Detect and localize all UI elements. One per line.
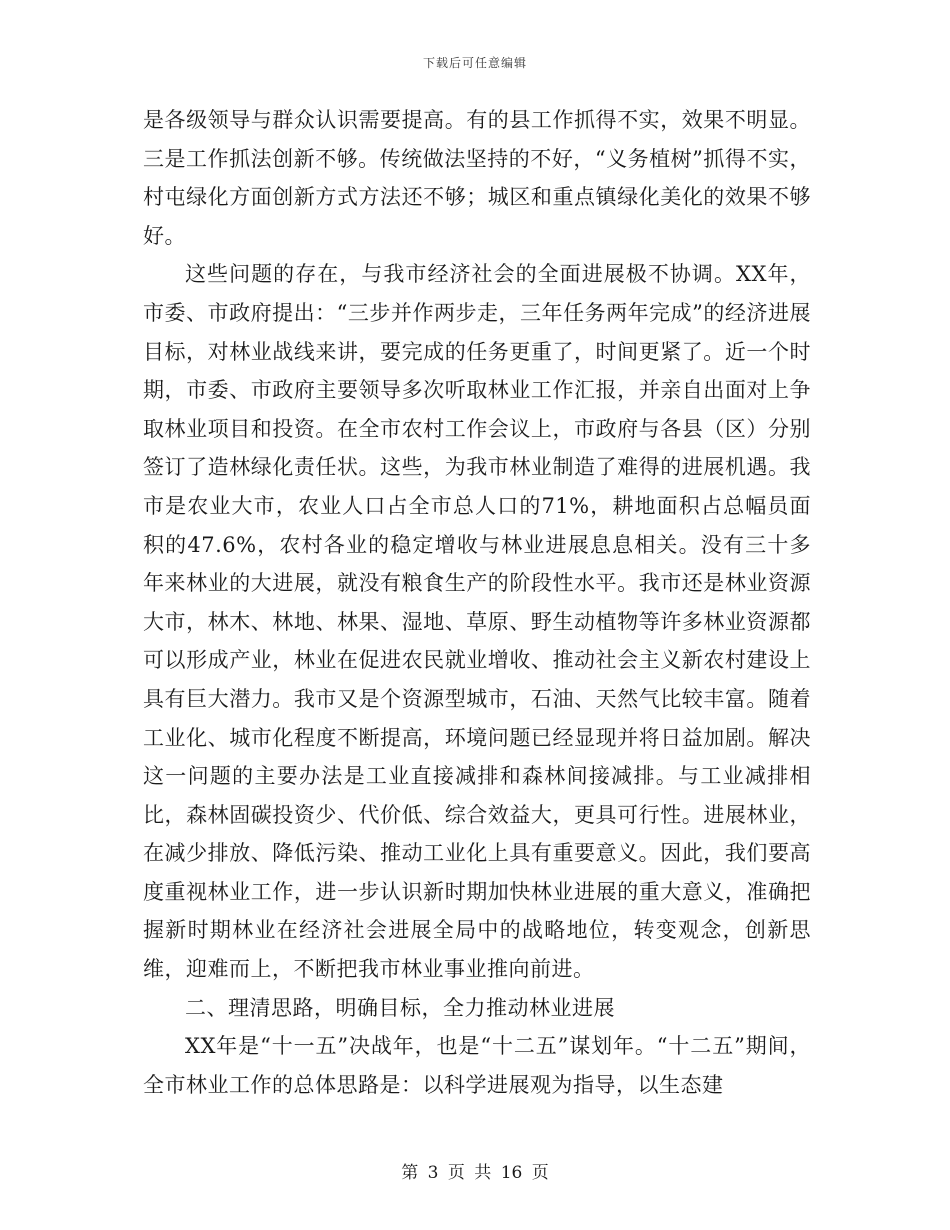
paragraph-2: 这些问题的存在，与我市经济社会的全面进展极不协调。XX年，市委、市政府提出：“三步并作两步走，三年任务两年完成”的经济进展目标，对林业战线来讲，要完成的任务更重了，时间更紧了。近一个时期，市委、市政府主要领导多次听取林业工作汇报，并亲自出面对上争取林业项目和投资。在全市农村工作会议上，市政府与各县（区）分别签订了造林绿化责任状。这些，为我市林业制造了难得的进展机遇。我市是农业大市，农业人口占全市总人口的71%，耕地面积占总幅员面积的47.6%，农村各业的稳定增收与林业进展息息相关。没有三十多年来林业的大进展，就没有粮食生产的阶段性水平。我市还是林业资源大市，林木、林地、林果、湿地、草原、野生动植物等许多林业资源都可以形成产业，林业在促进农民就业增收、推动社会主义新农村建设上具有巨大潜力。我市又是个资源型城市，石油、天然气比较丰富。随着工业化、城市化程度不断提高，环境问题已经显现并将日益加剧。解决这一问题的主要办法是工业直接减排和森林间接减排。与工业减排相比，森林固碳投资少、代价低、综合效益大，更具可行性。进展林业，在减少排放、降低污染、推动工业化上具有重要意义。因此，我们要高度重视林业工作，进一步认识新时期加快林业进展的重大意义，准确把握新时期林业在经济社会进展全局中的战略地位，转变观念，创新思维，迎难而上，不断把我市林业事业推向前进。 — [143, 262, 811, 982]
section-heading: 二、理清思路，明确目标，全力推动林业进展 — [185, 995, 615, 1020]
paragraph-3: XX年是“十一五”决战年，也是“十二五”谋划年。“十二五”期间，全市林业工作的总体思路是：以科学进展观为指导，以生态建 — [143, 1034, 811, 1097]
page-header: 下载后可任意编辑 — [422, 56, 527, 70]
document-body — [143, 101, 811, 1104]
paragraph-1: 是各级领导与群众认识需要提高。有的县工作抓得不实，效果不明显。三是工作抓法创新不够。传统做法坚持的不好，“义务植树”抓得不实，村屯绿化方面创新方式方法还不够；城区和重点镇绿化美化的效果不够好。 — [143, 108, 811, 248]
page-number-footer: 第 3 页 共 16 页 — [401, 1163, 549, 1183]
